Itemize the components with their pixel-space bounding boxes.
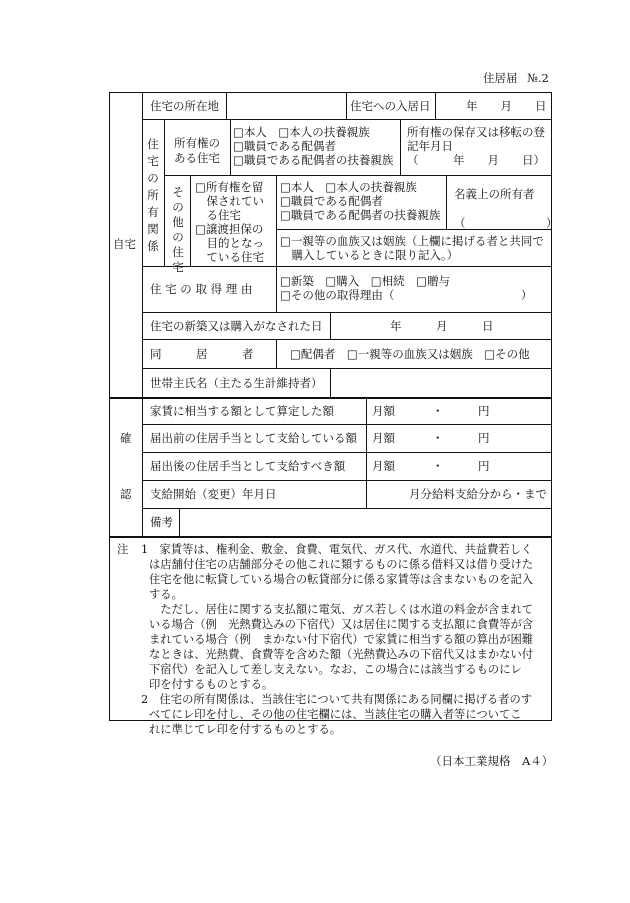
cohabitant-options: □配偶者 □一親等の血族又は姻族 □その他 — [290, 347, 530, 361]
before-yen: 円 — [478, 431, 490, 445]
acquisition-reason-label: 住 宅 の 取 得 理 由 — [150, 282, 253, 296]
householder-label: 世帯主氏名（主たる生計維持者） — [150, 376, 323, 390]
note-line: ただし、居住に関する支払額に電気、ガス若しくは水道の料金が含まれて — [149, 603, 534, 616]
footer-standard: （日本工業規格 A４） — [430, 754, 554, 768]
before-allowance-label: 届出前の住居手当として支給している額 — [150, 431, 357, 445]
cohabitant-label: 同 居 者 — [150, 347, 254, 361]
move-in-date: 年 月 日 — [466, 99, 547, 113]
before-dot: ・ — [432, 431, 444, 445]
note-line: は店舗付住宅の店舗部分その他これに類するものに係る借料又は借り受けた — [149, 558, 534, 571]
payment-start-value: 月分給料支給分から・まで — [409, 487, 547, 501]
move-in-label: 住宅への入居日 — [350, 99, 431, 113]
new-build-date: 年 月 日 — [390, 319, 494, 333]
notes-head: 注 — [117, 543, 129, 556]
note-line: 住宅を他に転貸している場合の転貸部分に係る家賃等は含まないものを記入 — [149, 573, 534, 586]
form-title: 住居届 — [483, 71, 518, 85]
note-line: 下宿代）を記入して差し支えない。なお、この場合には該当するものにレ — [149, 663, 522, 676]
payment-start-label: 支給開始（変更）年月日 — [150, 487, 277, 501]
other-house-options: □本人 □本人の扶養親族 □職員である配偶者 □職員である配偶者の扶養親族 — [280, 180, 441, 222]
after-monthly: 月額 — [372, 459, 395, 473]
rent-equivalent-label: 家賃に相当する額として算定した額 — [150, 404, 334, 418]
note-line: まれている場合（例 まかない付下宿代）で家賃に相当する額の算出が困難 — [149, 633, 534, 646]
section-label-jitaku: 自宅 — [113, 237, 136, 251]
after-allowance-label: 届出後の住居手当として支給すべき額 — [150, 459, 346, 473]
new-build-date-label: 住宅の新築又は購入がなされた日 — [150, 319, 323, 333]
confirm-label-1: 確 — [120, 431, 132, 445]
other-house-vertical-label: その他の住宅 — [172, 185, 184, 274]
after-dot: ・ — [432, 459, 444, 473]
note-line: べてにレ印を付し、その他の住宅欄には、当該住宅の購入者等についてこ — [149, 708, 522, 721]
owned-house-label: 所有権のある住宅 — [174, 136, 220, 165]
form-number: №.2 — [527, 71, 549, 85]
owned-options: □本人 □本人の扶養親族 □職員である配偶者 □職員である配偶者の扶養親族 — [233, 125, 394, 167]
location-label: 住宅の所在地 — [150, 99, 219, 113]
confirm-label-2: 認 — [120, 487, 132, 501]
note-line: 1 家賃等は、権利金、敷金、食費、電気代、ガス代、水道代、共益費若しく — [141, 543, 533, 556]
acquisition-options: □新築 □購入 □相続 □贈与 □その他の取得理由（ ） — [280, 274, 533, 302]
remarks-label: 備考 — [150, 515, 173, 529]
note-line: 印を付するものとする。 — [149, 678, 274, 691]
after-yen: 円 — [478, 459, 490, 473]
relative-option: □一親等の血族又は姻族（上欄に掲げる者と共同で 購入しているときに限り記入。） — [280, 234, 544, 262]
note-line: なときは、光熱費、食費等を含めた額（光熱費込みの下宿代又はまかない付 — [149, 648, 534, 661]
rent-yen: 円 — [478, 404, 490, 418]
note-line: する。 — [149, 588, 183, 601]
rent-monthly: 月額 — [372, 404, 395, 418]
note-line: 2 住宅の所有関係は、当該住宅について共有関係にある同欄に掲げる者のす — [141, 693, 533, 706]
before-monthly: 月額 — [372, 431, 395, 445]
rent-dot: ・ — [432, 404, 444, 418]
ownership-vertical-label: 住宅の所有関係 — [147, 137, 159, 253]
retained-ownership-label: □所有権を留 保されてい る住宅 □譲渡担保の 目的となっ ている住宅 — [195, 180, 264, 264]
nominal-owner-label: 名義上の所有者 （ ） — [454, 187, 558, 230]
note-line: いる場合（例 光熱費込みの下宿代）又は居住に関する支払額に食費等が含 — [149, 618, 534, 631]
note-line: れに準じてレ印を付するものとする。 — [149, 723, 342, 736]
registration-date-label: 所有権の保存又は移転の登 記年月日 （ 年 月 日） — [407, 125, 545, 167]
